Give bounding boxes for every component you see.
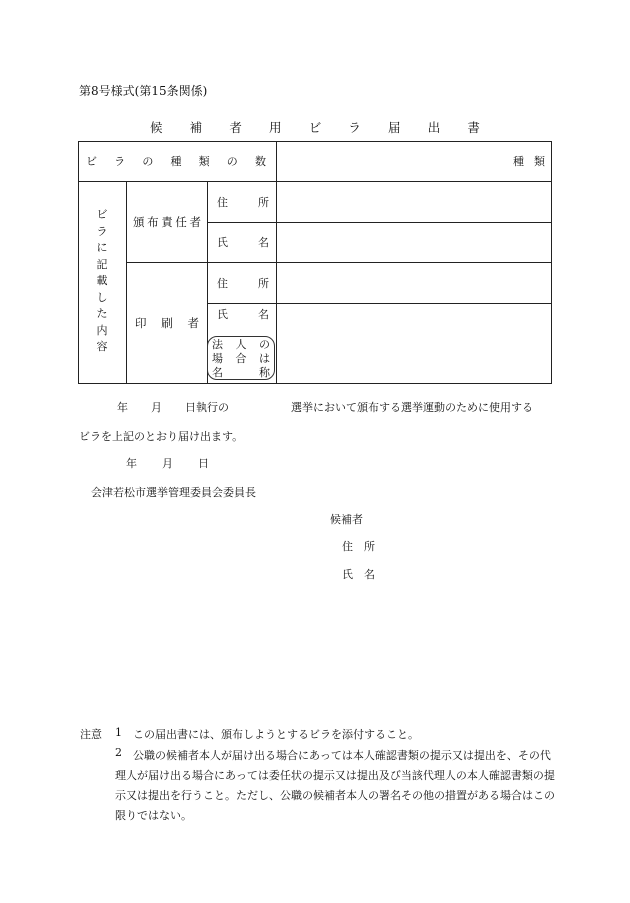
date-day: 日 — [198, 457, 209, 470]
printer-label: 印 刷 者 — [135, 316, 199, 330]
date-month: 月 — [162, 457, 173, 470]
notes-label: 注意 — [80, 728, 102, 741]
candidate-address-label: 住 所 — [342, 540, 375, 553]
date-year: 年 — [126, 457, 137, 470]
distributor-address-label: 住 所 — [217, 195, 269, 209]
form-id: 第8号様式(第15条関係) — [79, 84, 208, 98]
exec-day: 日執行の — [185, 401, 229, 414]
note-1-text: この届出書には、頒布しようとするビラを添付すること。 — [133, 728, 419, 741]
note-1-number: 1 — [115, 726, 122, 739]
declaration-line-1: 選挙において頒布する選挙運動のために使用する — [291, 401, 533, 414]
corporation-line-3: 名 称 — [212, 366, 270, 379]
corporation-line-1: 法 人 の — [212, 338, 270, 351]
printer-name-label: 氏 名 — [217, 308, 269, 321]
distributor-label: 頒 布 責 任 者 — [133, 214, 201, 229]
candidate-name-label: 氏 名 — [342, 568, 375, 581]
corporation-line-2: 場 合 は — [212, 352, 270, 365]
note-2-number: 2 — [115, 746, 122, 759]
page-title: 候 補 者 用 ビ ラ 届 出 書 — [150, 120, 480, 135]
distributor-name-label: 氏 名 — [217, 236, 269, 249]
content-side-label: ビ ラ に 記 載 し た 内 容 — [96, 208, 108, 353]
candidate-label: 候補者 — [330, 513, 363, 526]
pamphlet-count-label: ビ ラ の 種 類 の 数 — [86, 155, 266, 168]
exec-year: 年 — [117, 401, 128, 414]
types-unit-label: 種 類 — [513, 155, 545, 168]
printer-address-label: 住 所 — [217, 276, 269, 290]
addressee: 会津若松市選挙管理委員会委員長 — [91, 486, 256, 499]
declaration-line-2: ビラを上記のとおり届け出ます。 — [79, 430, 244, 443]
note-2-text: 公職の候補者本人が届け出る場合にあっては本人確認書類の提示又は提出を、その代理人が届け出る場合にあっては委任状の提示又は提出及び当該代理人の本人確認書類の提示又は提出を行うこと。ただし、公職の候補者本人の署名その他の措置がある場合はこの限りではない。 — [115, 749, 555, 822]
exec-month: 月 — [151, 401, 162, 414]
